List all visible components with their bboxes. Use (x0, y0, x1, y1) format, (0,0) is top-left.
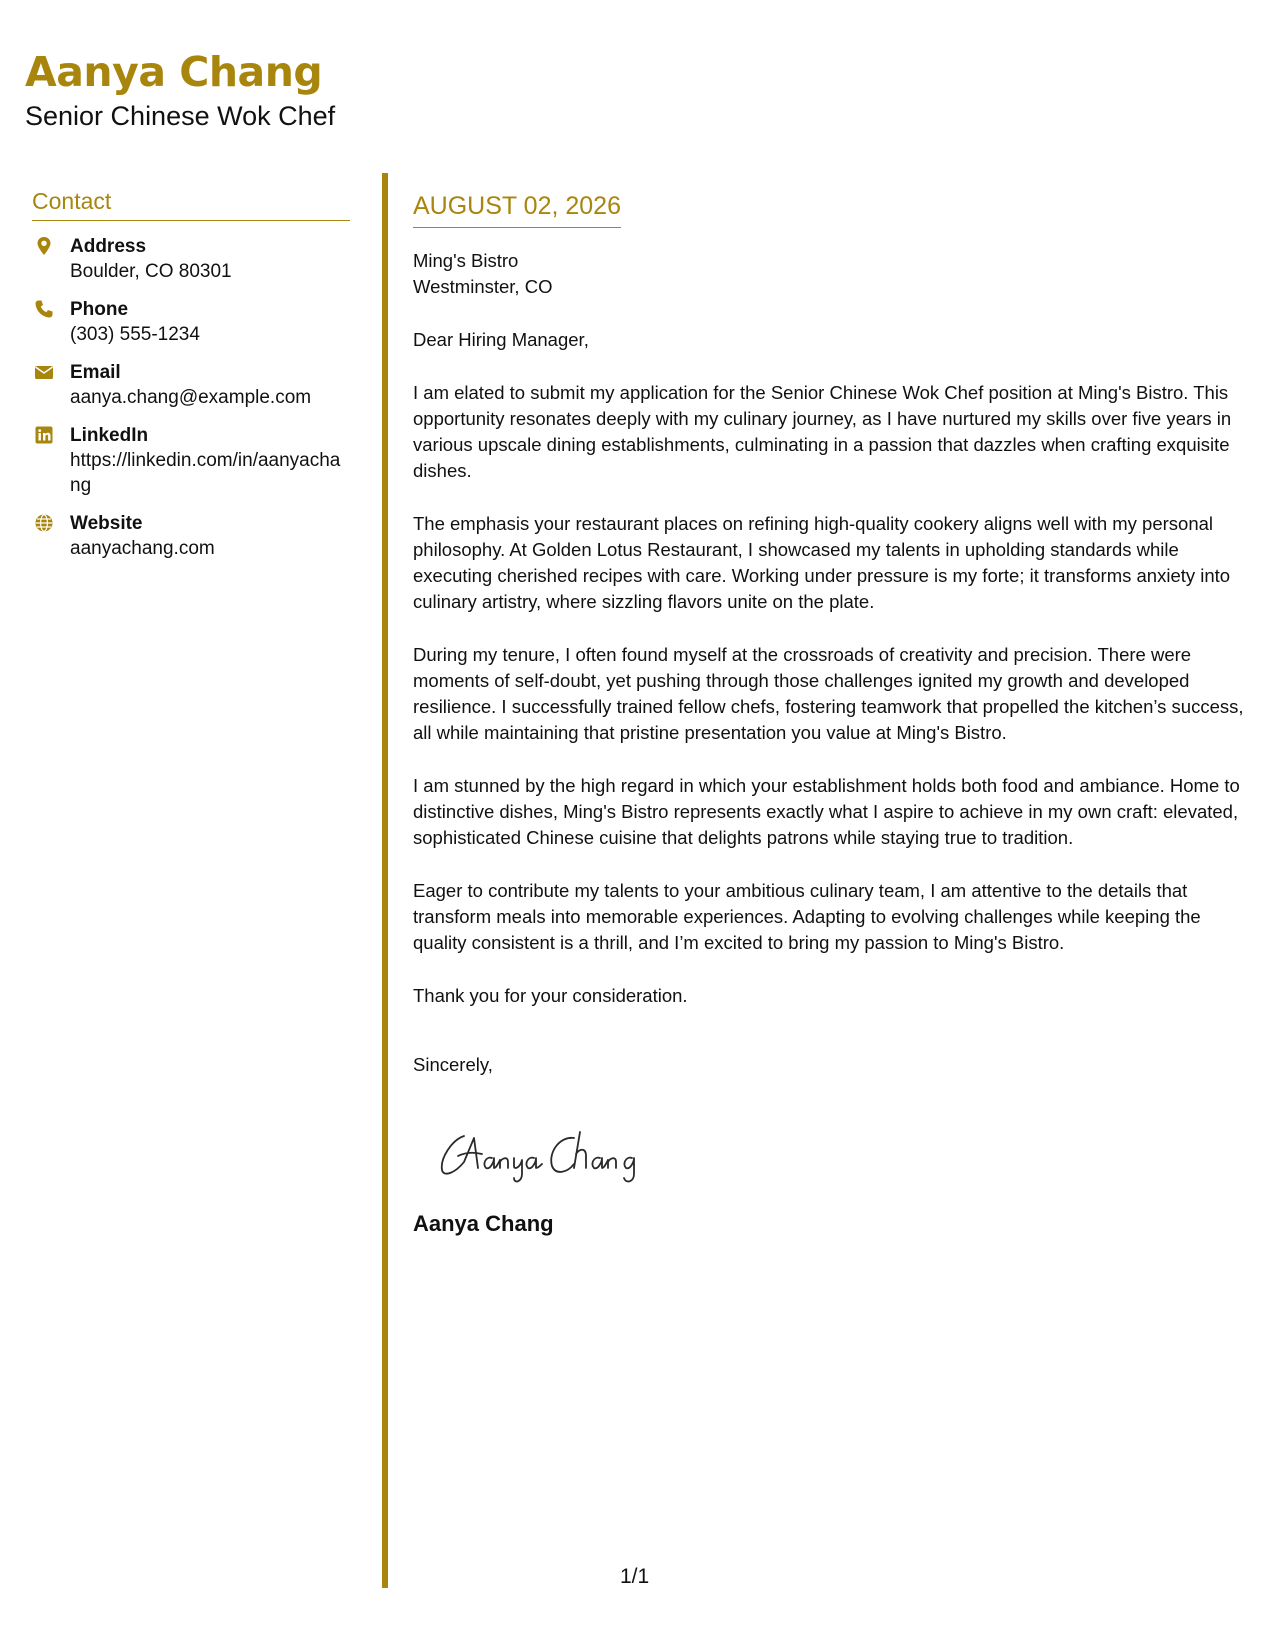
contact-label-linkedin: LinkedIn (70, 425, 149, 446)
contact-sidebar (32, 187, 350, 561)
linkedin-icon (34, 425, 54, 445)
contact-label-phone: Phone (70, 299, 129, 320)
contact-value-linkedin[interactable]: https://linkedin.com/in/aanyachang (70, 450, 341, 496)
applicant-name: Aanya Chang (25, 48, 323, 96)
page-number: 1/1 (620, 1565, 650, 1588)
recipient-location: Westminster, CO (413, 276, 553, 297)
contact-label-address: Address (70, 236, 147, 257)
contact-label-email: Email (70, 362, 121, 383)
contact-value-email[interactable]: aanya.chang@example.com (70, 387, 312, 408)
thanks-line: Thank you for your consideration. (413, 985, 688, 1006)
contact-value-phone: (303) 555-1234 (70, 324, 200, 345)
letter-date: AUGUST 02, 2026 (413, 190, 621, 228)
letter-body (413, 190, 1248, 1078)
contact-item-address (32, 234, 350, 284)
contact-label-website: Website (70, 513, 143, 534)
contact-value-address: Boulder, CO 80301 (70, 261, 232, 282)
letter-paragraph: Eager to contribute my talents to your ambitious culinary team, I am attentive to the details that transform meals into memorable experiences. Adapting to evolving challenges while keeping the quality consistent is a thrill, and I’m excited to bring my passion to Ming's Bistro. (413, 880, 1201, 953)
contact-item-email (32, 360, 350, 410)
contact-value-website[interactable]: aanyachang.com (70, 538, 215, 559)
closing: Sincerely, (413, 1054, 493, 1075)
recipient-block (413, 248, 1248, 300)
contact-item-phone (32, 297, 350, 347)
signed-name: Aanya Chang (413, 1211, 554, 1236)
phone-icon (34, 299, 54, 319)
contact-item-linkedin (32, 423, 350, 498)
salutation: Dear Hiring Manager, (413, 329, 589, 350)
letter-paragraph: The emphasis your restaurant places on refining high-quality cookery aligns well with my personal philosophy. At Golden Lotus Restaurant, I showcased my talents in upholding standards while executing cherished recipes with care. Working under pressure is my forte; it transforms anxiety into culinary artistry, where sizzling flavors unite on the plate. (413, 513, 1231, 612)
envelope-icon (34, 362, 54, 382)
letter-paragraph: During my tenure, I often found myself at the crossroads of creativity and precision. There were moments of self-doubt, yet pushing through those challenges ignited my growth and developed resilience. I successfully trained fellow chefs, fostering teamwork that propelled the kitchen’s success, all while maintaining that pristine presentation you value at Ming's Bistro. (413, 644, 1244, 743)
map-pin-icon (34, 236, 54, 256)
contact-item-website (32, 511, 350, 561)
recipient-company: Ming's Bistro (413, 250, 519, 271)
job-title: Senior Chinese Wok Chef (25, 101, 336, 131)
signature-image (434, 1118, 664, 1188)
contact-heading: Contact (32, 187, 350, 221)
vertical-divider (382, 173, 388, 1588)
letter-paragraph: I am elated to submit my application for the Senior Chinese Wok Chef position at Ming's Bistro. This opportunity resonates deeply with my culinary journey, as I have nurtured my skills over five years in various upscale dining establishments, culminating in a passion that dazzles when crafting exquisite dishes. (413, 382, 1232, 481)
globe-icon (34, 513, 54, 533)
letter-paragraph: I am stunned by the high regard in which your establishment holds both food and ambiance. Home to distinctive dishes, Ming's Bistro represents exactly what I aspire to achieve in my own craft: elevated, sophisticated Chinese cuisine that delights patrons while staying true to tradition. (413, 775, 1240, 848)
